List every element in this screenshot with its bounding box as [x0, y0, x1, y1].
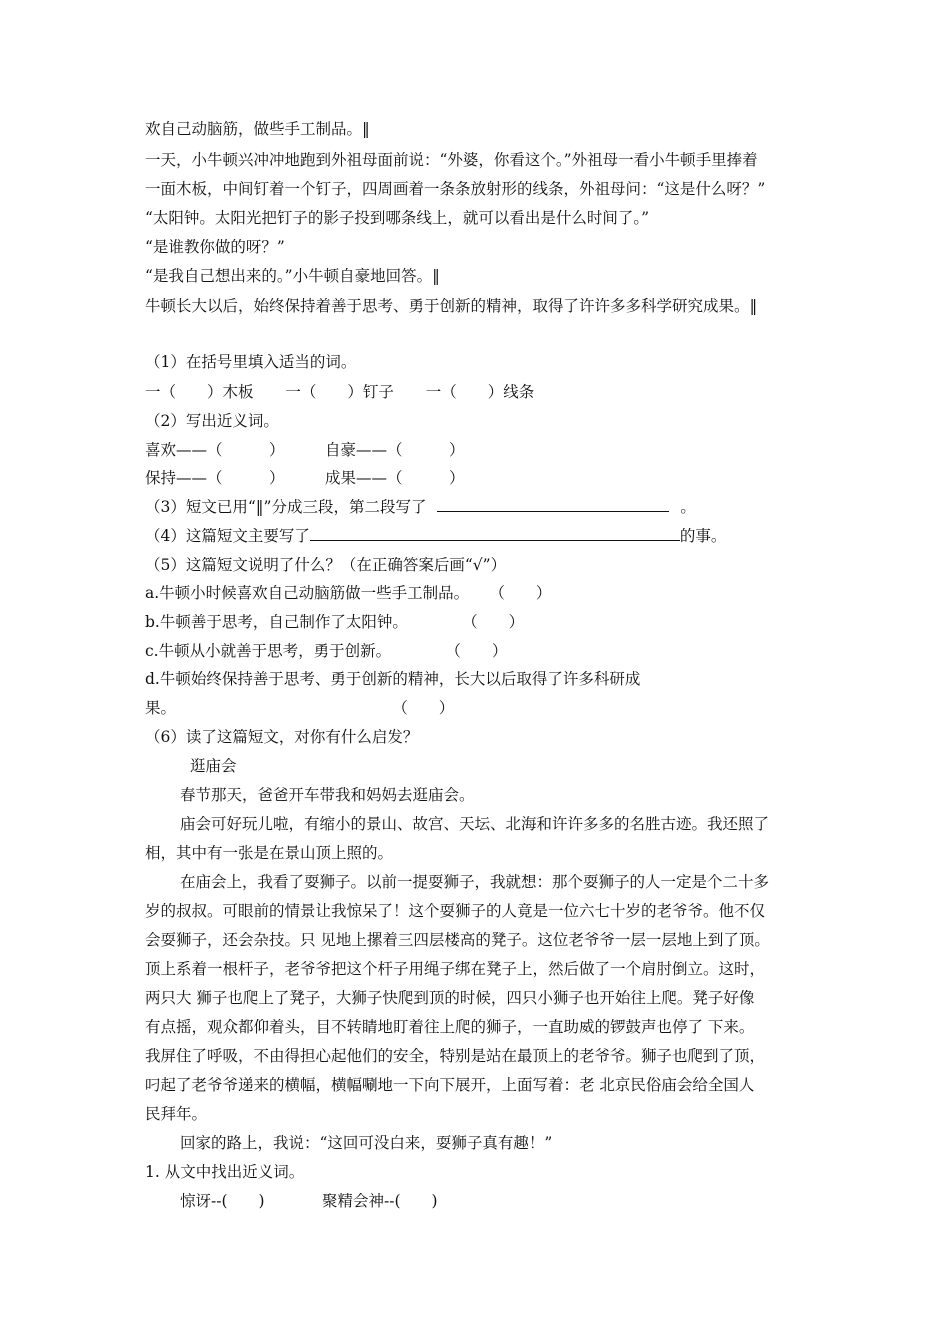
answer-blank[interactable] — [310, 525, 680, 541]
story2-line: 春节那天，爸爸开车带我和妈妈去逛庙会。 — [180, 786, 475, 804]
question2-1: 1. 从文中找出近义词。 — [145, 1163, 305, 1181]
question-1-item: 一（ ）线条 — [425, 383, 535, 401]
synonym-item: 自豪——（ ） — [325, 441, 465, 459]
option-mark[interactable]: （ ） — [497, 584, 552, 602]
question-6: （6）读了这篇短文，对你有什么启发？ — [145, 728, 419, 746]
question-1: （1）在括号里填入适当的词。 — [145, 353, 357, 371]
story1-line: 一天，小牛顿兴冲冲地跑到外祖母面前说：“外婆，你看这个。”外祖母一看小牛顿手里捧着 — [145, 151, 758, 169]
question-2-row — [145, 467, 465, 489]
question-1-item: 一（ ）钉子 — [285, 383, 394, 401]
story2-line: 会耍狮子，还会杂技。只 见地上摞着三四层楼高的凳子。这位老爷爷一层一层地上到了顶。 — [145, 931, 770, 949]
question-1-items — [145, 381, 534, 403]
answer-blank[interactable] — [437, 496, 669, 512]
question-5-option-cont — [145, 697, 454, 719]
story2-line: 叼起了老爷爷递来的横幅，横幅唰地一下向下展开，上面写着：老 北京民俗庙会给全国人 — [145, 1076, 755, 1094]
option-mark[interactable]: （ ） — [469, 613, 525, 631]
story2-line: 有点摇，观众都仰着头，目不转睛地盯着往上爬的狮子，一直助威的锣鼓声也停了 下来。 — [145, 1018, 755, 1036]
story1-line: 牛顿长大以后，始终保持着善于思考、勇于创新的精神，取得了许许多多科学研究成果。‖ — [145, 297, 758, 315]
option-text: b.牛顿善于思考，自己制作了太阳钟。 — [145, 613, 408, 631]
question-3-end: 。 — [680, 498, 696, 516]
synonym-item: 喜欢——（ ） — [145, 441, 285, 459]
story1-line: “是谁教你做的呀？” — [145, 238, 285, 256]
question-2: （2）写出近义词。 — [145, 412, 279, 430]
synonym-item: 保持——（ ） — [145, 469, 285, 487]
question-4 — [145, 525, 726, 547]
synonym-pair[interactable]: 聚精会神--( ) — [322, 1192, 438, 1210]
question-5-option — [145, 611, 524, 633]
question-5-option: d.牛顿始终保持善于思考、勇于创新的精神，长大以后取得了许多科研成 — [145, 670, 641, 688]
story2-line: 回家的路上，我说：“这回可没白来，耍狮子真有趣！” — [180, 1134, 553, 1152]
question2-pairs — [180, 1190, 438, 1212]
story2-line: 岁的叔叔。可眼前的情景让我惊呆了！这个耍狮子的人竟是一位六七十岁的老爷爷。他不仅 — [145, 902, 766, 920]
story2-line: 在庙会上，我看了耍狮子。以前一提耍狮子，我就想：那个耍狮子的人一定是个二十多 — [180, 873, 770, 891]
question-5-option — [145, 640, 507, 662]
question-5-option — [145, 582, 551, 604]
option-text: 果。 — [145, 699, 177, 717]
story1-line: 欢自己动脑筋，做些手工制品。‖ — [145, 120, 370, 138]
story1-line: “太阳钟。太阳光把钉子的影子投到哪条线上，就可以看出是什么时间了。” — [145, 209, 650, 227]
option-mark[interactable]: （ ） — [453, 642, 508, 660]
story2-line: 顶上系着一根杆子，老爷爷把这个杆子用绳子绑在凳子上，然后做了一个肩肘倒立。这时， — [145, 960, 766, 978]
story2-line: 我屏住了呼吸，不由得担心起他们的安全，特别是站在最顶上的老爷爷。狮子也爬到了顶， — [145, 1047, 766, 1065]
option-text: a.牛顿小时候喜欢自己动脑筋做一些手工制品。 — [145, 584, 470, 602]
question-4-text: （4）这篇短文主要写了 — [145, 527, 310, 545]
synonym-item: 成果——（ ） — [325, 469, 465, 487]
option-text: c.牛顿从小就善于思考，勇于创新。 — [145, 642, 392, 660]
story2-line: 民拜年。 — [145, 1105, 208, 1123]
story2-title: 逛庙会 — [190, 757, 237, 775]
story1-line: “是我自己想出来的。”小牛顿自豪地回答。‖ — [145, 267, 440, 285]
story2-line: 相，其中有一张是在景山顶上照的。 — [145, 844, 394, 862]
story2-line: 庙会可好玩儿啦，有缩小的景山、故宫、天坛、北海和许许多多的名胜古迹。我还照了 — [180, 815, 770, 833]
question-5: （5）这篇短文说明了什么？（在正确答案后画“√”） — [145, 556, 507, 574]
question-3 — [145, 496, 696, 518]
story2-line: 两只大 狮子也爬上了凳子，大狮子快爬到顶的时候，四只小狮子也开始往上爬。凳子好像 — [145, 989, 755, 1007]
story1-line: 一面木板，中间钉着一个钉子，四周画着一条条放射形的线条，外祖母问：“这是什么呀？” — [145, 180, 766, 198]
question-4-end: 的事。 — [679, 527, 727, 545]
option-mark[interactable]: （ ） — [400, 699, 455, 717]
question-2-row — [145, 439, 465, 461]
question-3-text: （3）短文已用“‖”分成三段，第二段写了 — [145, 498, 427, 516]
question-1-item: 一（ ）木板 — [145, 383, 254, 401]
synonym-pair[interactable]: 惊讶--( ) — [180, 1192, 265, 1210]
